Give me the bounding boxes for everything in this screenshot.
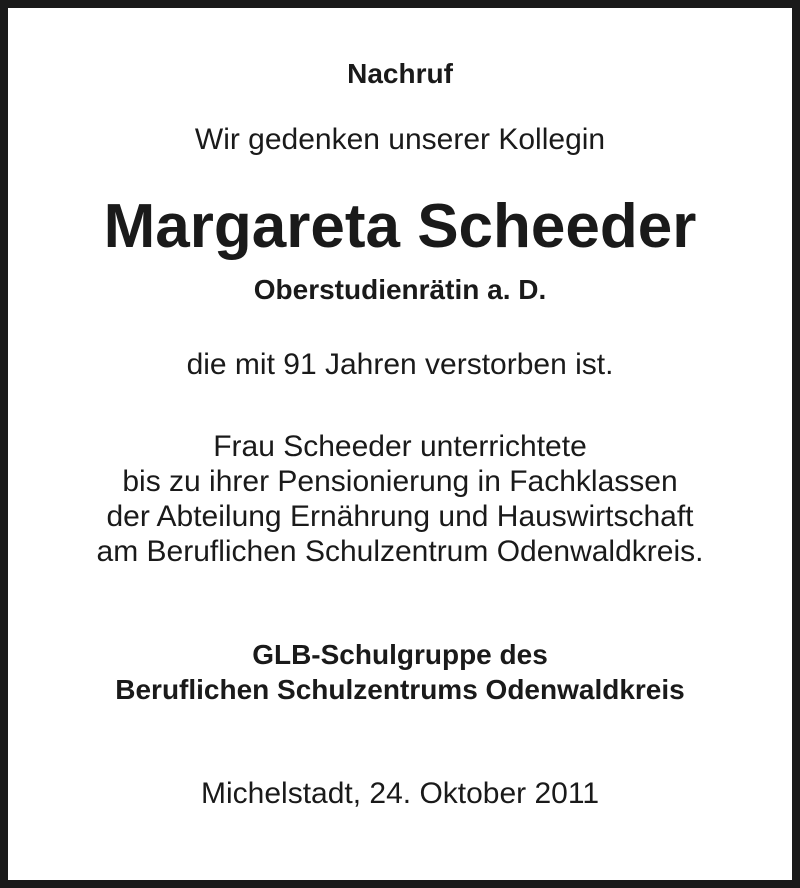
biography-line: bis zu ihrer Pensionierung in Fachklassen (122, 465, 678, 498)
biography (8, 429, 792, 569)
biography-line: Frau Scheeder unterrichtete (213, 430, 587, 463)
death-statement: die mit 91 Jahren verstorben ist. (186, 348, 614, 381)
signature-line: Beruflichen Schulzentrums Odenwaldkreis (115, 674, 685, 705)
place-and-date: Michelstadt, 24. Oktober 2011 (201, 777, 599, 810)
biography-line: am Beruflichen Schulzentrum Odenwaldkreis. (96, 535, 704, 568)
deceased-title: Oberstudienrätin a. D. (253, 274, 547, 305)
notice-intro: Wir gedenken unserer Kollegin (194, 123, 606, 156)
biography-line: der Abteilung Ernährung und Hauswirtschaft (106, 500, 694, 533)
signature-block (8, 637, 792, 707)
signature-line: GLB-Schulgruppe des (252, 639, 548, 670)
deceased-name: Margareta Scheeder (103, 192, 697, 261)
notice-header: Nachruf (347, 58, 453, 89)
